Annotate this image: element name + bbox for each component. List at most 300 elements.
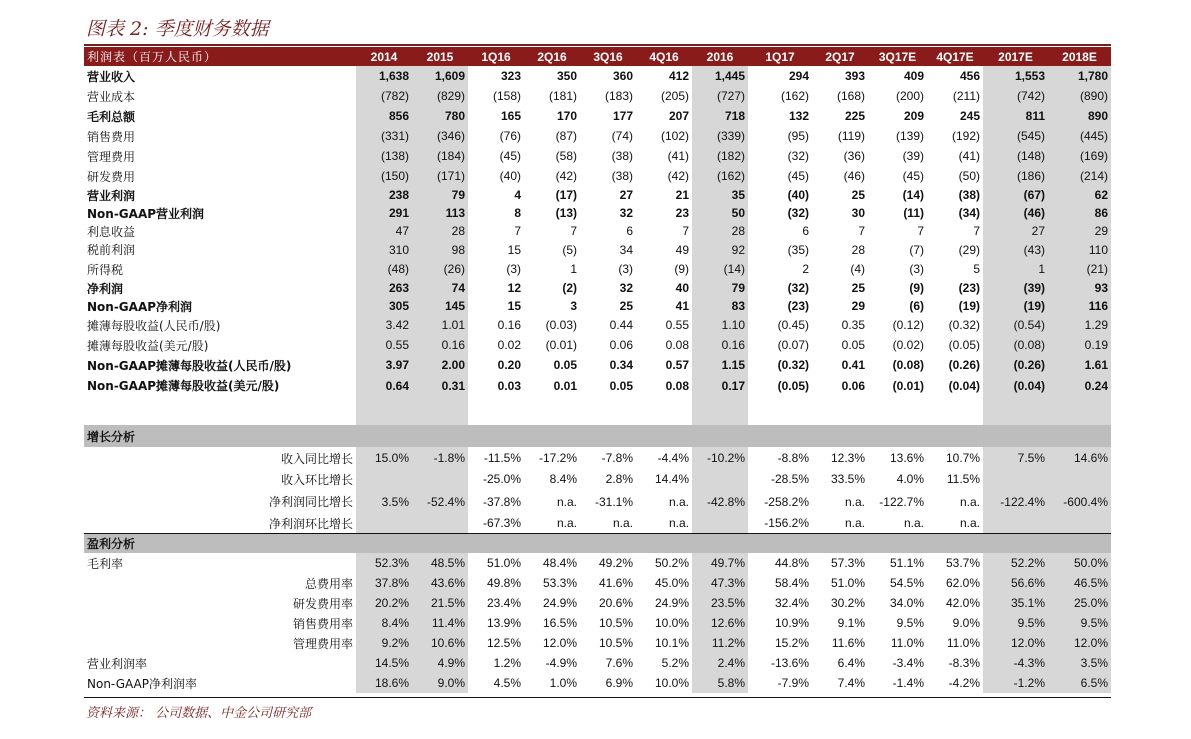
table-cell: (102): [660, 129, 689, 143]
table-cell: -4.9%: [545, 656, 577, 670]
row-label: 增长分析: [84, 425, 356, 447]
figure-title: 图表 2: 季度财务数据: [86, 18, 269, 40]
table-cell: (19): [958, 299, 980, 313]
row-label: 利息收益: [87, 224, 136, 239]
table-cell: 11.4%: [412, 613, 468, 633]
table-cell: n.a.: [927, 514, 983, 533]
table-cell: (0.45): [777, 318, 809, 332]
table-cell: 0.08: [665, 338, 689, 352]
table-cell: n.a.: [812, 514, 868, 533]
table-cell: [927, 533, 983, 553]
table-cell: 45.0%: [654, 576, 689, 590]
table-cell: n.a.: [636, 514, 692, 533]
table-cell: -1.4%: [892, 676, 924, 690]
table-cell: 9.5%: [983, 613, 1048, 633]
table-cell: (45): [902, 169, 924, 183]
table-cell: (445): [1048, 126, 1111, 146]
table-cell: (169): [1048, 146, 1111, 166]
table-cell: 2.4%: [692, 653, 748, 673]
table-cell: (35): [787, 242, 809, 257]
table-cell: 0.16: [412, 335, 468, 355]
table-cell: -67.3%: [468, 514, 524, 533]
table-cell: 28: [412, 222, 468, 240]
table-cell: 10.9%: [774, 616, 809, 630]
table-cell: -28.5%: [770, 472, 809, 486]
table-cell: (11): [903, 206, 924, 220]
table-cell: (3): [909, 262, 924, 276]
table-row: [84, 355, 1111, 375]
table-cell: 0.17: [692, 375, 748, 396]
table-cell: (38): [611, 169, 633, 183]
table-cell: [692, 469, 748, 489]
table-cell: (76): [499, 129, 521, 143]
table-cell: (50): [958, 169, 980, 183]
table-cell: 1.01: [412, 315, 468, 335]
table-cell: 52.2%: [983, 553, 1048, 573]
table-cell: (17): [555, 188, 577, 202]
row-label: 毛利率: [87, 556, 124, 571]
header-col: 1Q16: [468, 47, 524, 66]
table-cell: (9): [674, 262, 689, 276]
table-cell: (0.26): [983, 355, 1048, 375]
table-cell: (148): [983, 146, 1048, 166]
table-cell: 0.31: [412, 375, 468, 396]
table-cell: (0.03): [545, 318, 577, 332]
source-note: 资料来源： 公司数据、中金公司研究部: [86, 706, 312, 721]
table-cell: 11.5%: [946, 472, 980, 486]
table-cell: (9): [909, 281, 924, 295]
table-cell: [748, 425, 812, 447]
table-cell: 8.4%: [549, 472, 577, 486]
table-cell: [983, 514, 1048, 533]
row-label: 研发费用: [87, 169, 136, 184]
table-cell: 92: [692, 240, 748, 259]
table-cell: 8: [514, 206, 521, 220]
table-cell: (21): [1048, 259, 1111, 279]
table-cell: 12.6%: [692, 613, 748, 633]
table-cell: (45): [787, 169, 809, 183]
header-row: [84, 47, 1111, 66]
table-cell: 6: [802, 224, 809, 238]
table-cell: (6): [909, 299, 924, 313]
table-cell: 1.15: [692, 355, 748, 375]
header-col: 2Q17: [812, 47, 868, 66]
table-cell: (139): [895, 129, 924, 143]
table-cell: 110: [1048, 240, 1111, 259]
row-label: 所得税: [87, 262, 124, 277]
table-cell: 4.9%: [412, 653, 468, 673]
table-cell: (205): [660, 89, 689, 103]
table-cell: 51.1%: [889, 556, 924, 570]
table-cell: 18.6%: [356, 673, 412, 693]
table-cell: 6: [626, 224, 633, 238]
table-cell: 0.41: [841, 358, 865, 372]
table-cell: 0.57: [665, 358, 689, 372]
table-cell: (184): [412, 146, 468, 166]
table-cell: (182): [692, 146, 748, 166]
table-cell: 32: [619, 206, 633, 220]
table-cell: (214): [1048, 166, 1111, 186]
table-cell: (211): [952, 89, 980, 103]
header-col: 2015: [412, 47, 468, 66]
table-cell: 2: [802, 262, 809, 276]
table-cell: (46): [843, 169, 865, 183]
header-col: 1Q17: [748, 47, 812, 66]
table-cell: 14.4%: [654, 472, 689, 486]
table-cell: 13.6%: [889, 451, 924, 465]
table-cell: (168): [836, 89, 865, 103]
table-cell: 20.2%: [356, 593, 412, 613]
table-cell: (3): [506, 262, 521, 276]
table-cell: 4: [514, 188, 521, 202]
table-cell: 1: [983, 259, 1048, 279]
table-cell: -10.2%: [692, 447, 748, 469]
row-label: [84, 396, 356, 425]
row-label: Non-GAAP净利润率: [87, 676, 197, 691]
table-cell: (48): [356, 259, 412, 279]
table-cell: 15.0%: [356, 447, 412, 469]
table-cell: 1,780: [1048, 66, 1111, 86]
table-cell: 9.0%: [412, 673, 468, 693]
table-cell: n.a.: [844, 494, 865, 509]
table-cell: 41: [675, 299, 689, 313]
table-cell: 12: [507, 281, 521, 295]
table-cell: 23.4%: [486, 596, 521, 610]
table-cell: (34): [958, 206, 980, 220]
table-cell: [812, 396, 868, 425]
table-cell: 0.55: [356, 335, 412, 355]
table-cell: (0.04): [983, 375, 1048, 396]
table-cell: (150): [356, 166, 412, 186]
table-cell: 225: [844, 109, 865, 123]
table-row: [84, 447, 1111, 469]
table-cell: (42): [667, 169, 689, 183]
table-cell: [356, 425, 412, 447]
table-cell: (181): [548, 89, 577, 103]
table-cell: 291: [356, 204, 412, 222]
table-cell: 7.5%: [983, 447, 1048, 469]
table-cell: (0.04): [948, 378, 980, 393]
table-cell: [868, 425, 927, 447]
table-cell: 1.2%: [493, 656, 521, 670]
table-cell: [524, 396, 580, 425]
table-cell: [580, 425, 636, 447]
table-cell: 32: [619, 281, 633, 295]
table-cell: (200): [895, 89, 924, 103]
table-cell: 42.0%: [945, 596, 980, 610]
table-cell: 10.5%: [598, 636, 633, 650]
table-cell: -8.8%: [777, 451, 809, 465]
table-cell: (38): [611, 149, 633, 163]
table-cell: [468, 396, 524, 425]
table-cell: 1.61: [1048, 355, 1111, 375]
table-cell: 23.5%: [692, 593, 748, 613]
table-cell: 48.5%: [412, 553, 468, 573]
table-cell: 41.6%: [598, 576, 633, 590]
table-cell: (29): [958, 242, 980, 257]
table-row: [84, 297, 1111, 315]
row-label: Non-GAAP净利润: [87, 299, 193, 314]
table-cell: 1,638: [356, 66, 412, 86]
table-cell: 0.08: [665, 378, 689, 393]
header-col: 2016: [692, 47, 748, 66]
table-cell: 1,553: [983, 66, 1048, 86]
table-cell: 0.02: [497, 338, 521, 352]
table-cell: -42.8%: [692, 489, 748, 514]
table-cell: [983, 425, 1048, 447]
table-row: [84, 653, 1111, 673]
table-cell: 393: [844, 69, 865, 83]
table-cell: 305: [356, 297, 412, 315]
header-col: 2Q16: [524, 47, 580, 66]
row-label: 营业利润: [87, 188, 136, 203]
table-cell: [1048, 469, 1111, 489]
row-label: 收入环比增长: [280, 472, 353, 487]
table-cell: (32): [787, 206, 809, 220]
table-row: [84, 106, 1111, 126]
table-cell: 245: [959, 109, 980, 123]
table-cell: (7): [909, 242, 924, 257]
table-cell: 5.2%: [661, 656, 689, 670]
table-cell: 12.3%: [830, 451, 865, 465]
financial-table: [84, 47, 1111, 693]
spacer-row: [84, 396, 1111, 425]
table-row: [84, 469, 1111, 489]
table-cell: 6.9%: [605, 676, 633, 690]
table-row: [84, 514, 1111, 533]
table-cell: 23: [675, 206, 689, 220]
table-cell: (0.32): [948, 318, 980, 332]
table-cell: 52.3%: [356, 553, 412, 573]
table-cell: (0.54): [983, 315, 1048, 335]
table-cell: 27: [983, 222, 1048, 240]
table-cell: (26): [412, 259, 468, 279]
table-cell: 1,445: [692, 66, 748, 86]
table-cell: (339): [692, 126, 748, 146]
row-label: 管理费用率: [292, 636, 353, 651]
table-cell: [412, 469, 468, 489]
table-cell: (5): [562, 242, 577, 257]
bottom-rule: [84, 697, 1111, 698]
table-cell: [748, 396, 812, 425]
section-header: [84, 533, 1111, 553]
table-cell: (2): [562, 281, 577, 295]
table-cell: [412, 396, 468, 425]
table-cell: (331): [356, 126, 412, 146]
table-cell: -4.3%: [983, 653, 1048, 673]
table-cell: [524, 425, 580, 447]
table-cell: [580, 396, 636, 425]
table-cell: 3.97: [356, 355, 412, 375]
table-cell: 7: [682, 224, 689, 238]
row-label: Non-GAAP营业利润: [87, 206, 205, 221]
table-cell: -1.8%: [412, 447, 468, 469]
table-cell: [1048, 514, 1111, 533]
table-cell: 10.0%: [654, 616, 689, 630]
table-cell: 44.8%: [774, 556, 809, 570]
row-label: 税前利润: [87, 243, 136, 257]
table-cell: 83: [692, 297, 748, 315]
header-label: 利润表（百万人民币）: [84, 47, 356, 66]
table-cell: 35: [692, 186, 748, 204]
table-cell: 35.1%: [983, 593, 1048, 613]
table-cell: 5.8%: [692, 673, 748, 693]
table-cell: (171): [412, 166, 468, 186]
table-cell: -122.4%: [983, 489, 1048, 514]
table-cell: [748, 533, 812, 553]
table-cell: [412, 425, 468, 447]
table-cell: 0.19: [1048, 335, 1111, 355]
table-cell: n.a.: [580, 514, 636, 533]
table-cell: 10.7%: [945, 451, 980, 465]
header-col: 4Q17E: [927, 47, 983, 66]
table-cell: 6.4%: [837, 656, 865, 670]
table-cell: 7: [858, 224, 865, 238]
row-label: 收入同比增长: [280, 451, 353, 466]
table-cell: 51.0%: [486, 556, 521, 570]
table-cell: [1048, 533, 1111, 553]
table-cell: [692, 533, 748, 553]
row-label: 总费用率: [304, 576, 353, 591]
table-cell: 57.3%: [830, 556, 865, 570]
table-cell: (0.01): [892, 378, 924, 393]
table-row: [84, 573, 1111, 593]
table-cell: (39): [983, 279, 1048, 297]
table-row: [84, 240, 1111, 259]
table-cell: (42): [555, 169, 577, 183]
table-cell: 0.01: [553, 378, 577, 393]
table-cell: 79: [412, 186, 468, 204]
row-label: 摊薄每股收益(人民币/股): [87, 318, 221, 333]
table-cell: (87): [555, 129, 577, 143]
table-cell: 24.9%: [542, 596, 577, 610]
table-row: [84, 204, 1111, 222]
table-cell: 890: [1048, 106, 1111, 126]
table-cell: 12.0%: [1048, 633, 1111, 653]
table-cell: 0.05: [841, 338, 865, 352]
table-cell: (0.26): [948, 358, 980, 372]
table-cell: 15: [507, 242, 521, 257]
row-label: 营业成本: [87, 89, 136, 104]
table-cell: 0.06: [841, 378, 865, 393]
table-cell: (39): [902, 149, 924, 163]
table-row: [84, 222, 1111, 240]
table-cell: 21: [675, 188, 689, 202]
table-cell: (0.05): [777, 378, 809, 393]
table-cell: 10.5%: [598, 616, 633, 630]
table-cell: 48.4%: [542, 556, 577, 570]
table-cell: [692, 514, 748, 533]
table-cell: 54.5%: [889, 576, 924, 590]
table-row: [84, 315, 1111, 335]
table-cell: 0.64: [356, 375, 412, 396]
table-cell: 9.2%: [356, 633, 412, 653]
table-cell: 145: [412, 297, 468, 315]
table-cell: (46): [983, 204, 1048, 222]
table-cell: 47: [356, 222, 412, 240]
table-cell: 79: [692, 279, 748, 297]
table-cell: (38): [958, 188, 980, 202]
table-cell: 11.6%: [831, 636, 865, 650]
table-cell: 360: [612, 69, 633, 83]
table-cell: 30: [851, 206, 865, 220]
table-cell: 53.7%: [945, 556, 980, 570]
table-cell: -7.8%: [601, 451, 633, 465]
table-cell: 21.5%: [412, 593, 468, 613]
table-cell: 4.0%: [896, 472, 924, 486]
table-cell: 209: [903, 109, 924, 123]
table-cell: (3): [618, 262, 633, 276]
table-cell: 9.0%: [952, 616, 980, 630]
table-cell: (727): [692, 86, 748, 106]
table-cell: 25: [619, 299, 633, 313]
table-cell: (36): [843, 149, 865, 163]
table-cell: 47.3%: [692, 573, 748, 593]
table-cell: 1.0%: [549, 676, 577, 690]
table-cell: (41): [667, 149, 689, 163]
table-cell: 34.0%: [889, 596, 924, 610]
table-cell: 14.6%: [1048, 447, 1111, 469]
table-cell: 780: [412, 106, 468, 126]
header-col: 2018E: [1048, 47, 1111, 66]
table-cell: 49.2%: [598, 556, 633, 570]
table-cell: 29: [1048, 222, 1111, 240]
table-cell: 0.44: [609, 318, 633, 332]
table-cell: 177: [612, 109, 633, 123]
table-cell: (119): [837, 129, 865, 143]
table-cell: 12.5%: [486, 636, 521, 650]
header-col: 4Q16: [636, 47, 692, 66]
table-row: [84, 259, 1111, 279]
row-label: 营业利润率: [87, 656, 148, 671]
table-cell: [524, 533, 580, 553]
table-cell: 30.2%: [830, 596, 865, 610]
row-label: 净利润: [87, 281, 124, 296]
table-cell: [983, 469, 1048, 489]
table-cell: 34: [619, 242, 633, 257]
table-cell: -4.2%: [948, 676, 980, 690]
table-cell: 93: [1048, 279, 1111, 297]
table-cell: 43.6%: [412, 573, 468, 593]
table-cell: 263: [356, 279, 412, 297]
table-cell: (95): [787, 129, 809, 143]
table-cell: 7: [514, 224, 521, 238]
table-cell: (742): [983, 86, 1048, 106]
table-cell: [636, 396, 692, 425]
table-row: [84, 126, 1111, 146]
table-cell: (13): [555, 206, 577, 220]
table-cell: 3.5%: [1048, 653, 1111, 673]
table-cell: 11.0%: [946, 636, 980, 650]
table-cell: 0.24: [1048, 375, 1111, 396]
table-cell: 74: [412, 279, 468, 297]
table-row: [84, 633, 1111, 653]
table-cell: 10.1%: [654, 636, 689, 650]
table-cell: 310: [356, 240, 412, 259]
table-cell: 3.5%: [356, 489, 412, 514]
table-cell: 98: [412, 240, 468, 259]
header-col: 2017E: [983, 47, 1048, 66]
table-row: [84, 489, 1111, 514]
table-cell: 49.8%: [486, 576, 521, 590]
table-cell: 113: [412, 204, 468, 222]
table-cell: -258.2%: [764, 494, 809, 509]
table-cell: (0.32): [777, 358, 809, 372]
table-cell: 294: [788, 69, 809, 83]
table-cell: (67): [983, 186, 1048, 204]
table-cell: [412, 514, 468, 533]
table-cell: 170: [556, 109, 577, 123]
